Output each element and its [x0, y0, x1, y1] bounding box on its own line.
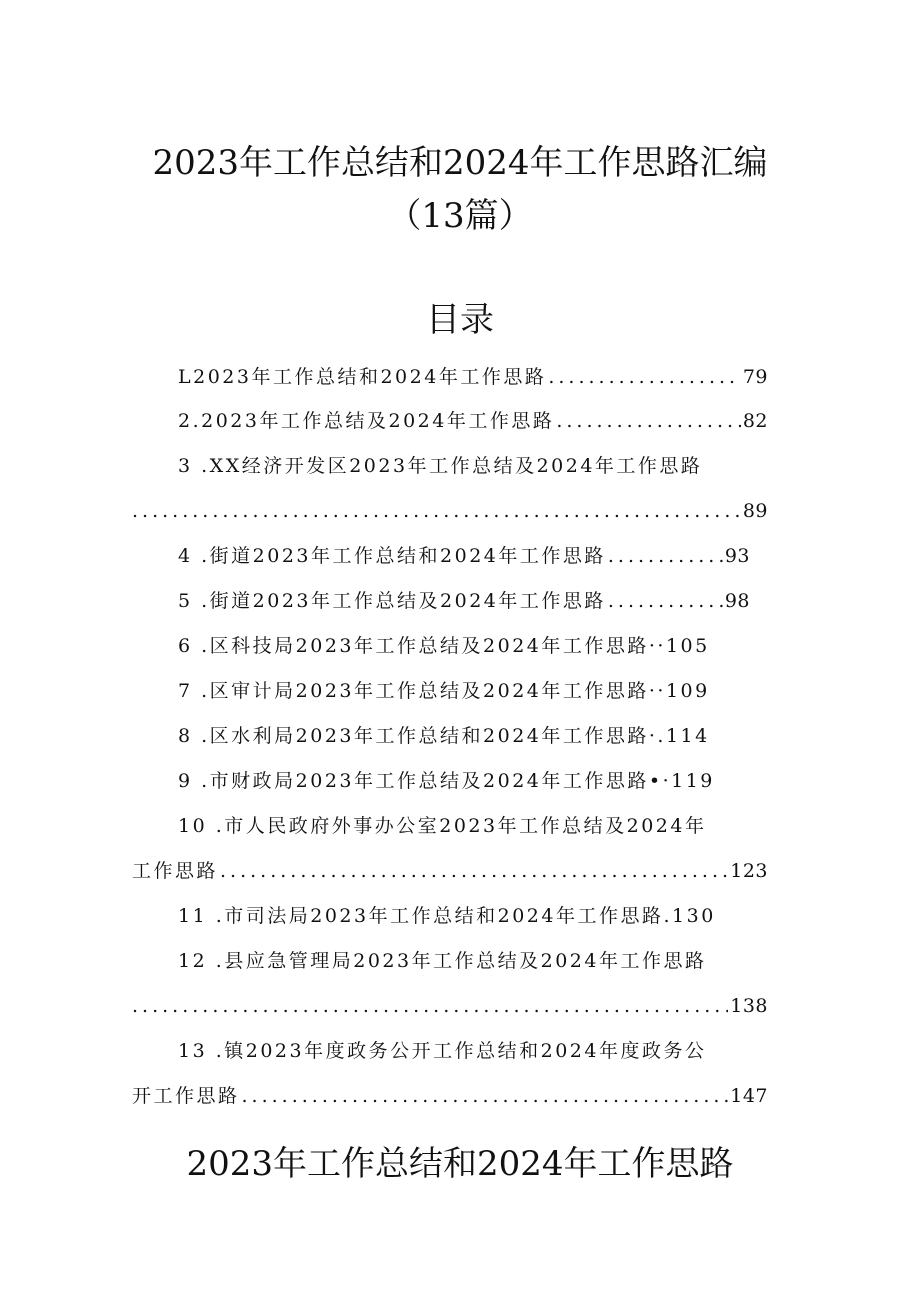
toc-page-number: 105: [665, 635, 710, 657]
toc-entry-title: 5 .街道2023年工作总结及2024年工作思路: [178, 590, 606, 612]
toc-entry-7[interactable]: [178, 676, 710, 706]
toc-entry-1[interactable]: [178, 362, 768, 392]
toc-page-number: 119: [671, 770, 715, 792]
toc-entry-title-cont: 开工作思路: [132, 1085, 240, 1107]
toc-entry-10-cont[interactable]: [132, 856, 768, 886]
toc-page-number: 98: [724, 590, 750, 612]
toc-entry-title: L2023年工作总结和2024年工作思路: [178, 366, 547, 388]
toc-page-number: 138: [730, 995, 768, 1017]
toc-page-number: 147: [730, 1085, 768, 1107]
toc-entry-6[interactable]: [178, 631, 710, 661]
toc-entry-13[interactable]: 13 .镇2023年度政务公开工作总结和2024年度政务公: [178, 1040, 707, 1062]
toc-page-number: 123: [730, 860, 768, 882]
toc-entry-12[interactable]: 12 .县应急管理局2023年工作总结及2024年工作思路: [178, 950, 707, 972]
toc-entry-11[interactable]: [178, 901, 716, 931]
toc-entry-12-leader[interactable]: [132, 991, 768, 1021]
toc-entry-title: 8 .区水利局2023年工作总结和2024年工作思路·.: [178, 725, 666, 747]
toc-leader-dots: [242, 1081, 729, 1111]
toc-entry-title: 4 .街道2023年工作总结和2024年工作思路: [178, 545, 606, 567]
toc-page-number: 79: [742, 366, 768, 388]
toc-page-number: 89: [742, 500, 768, 522]
toc-entry-title-cont: 工作思路: [132, 860, 219, 882]
toc-page-number: 109: [665, 680, 710, 702]
toc-leader-dots: [132, 496, 741, 526]
toc-entry-title: 6 .区科技局2023年工作总结及2024年工作思路··: [178, 635, 666, 657]
toc-leader-dots: [220, 856, 728, 886]
toc-heading: 目录: [426, 300, 494, 340]
toc-entry-title: 7 .区审计局2023年工作总结及2024年工作思路··: [178, 680, 666, 702]
toc-entry-9[interactable]: [178, 766, 715, 796]
toc-entry-3-leader[interactable]: [132, 496, 768, 526]
toc-page-number: 93: [724, 545, 750, 567]
section-title: 2023年工作总结和2024年工作思路: [186, 1144, 734, 1184]
toc-page-number: 82: [742, 410, 768, 432]
toc-entry-2[interactable]: [178, 406, 768, 436]
toc-entry-3[interactable]: 3 .XX经济开发区2023年工作总结及2024年工作思路: [178, 455, 703, 477]
toc-leader-dots: [608, 586, 723, 616]
toc-entry-title: 9 .市财政局2023年工作总结及2024年工作思路•·: [178, 770, 672, 792]
toc-entry-10[interactable]: 10 .市人民政府外事办公室2023年工作总结及2024年: [178, 815, 707, 837]
toc-page-number: 130: [672, 905, 716, 927]
toc-leader-dots: [608, 541, 723, 571]
toc-entry-5[interactable]: [178, 586, 750, 616]
toc-page-number: 114: [665, 725, 710, 747]
document-subtitle: （13篇）: [387, 196, 533, 236]
document-title: 2023年工作总结和2024年工作思路汇编: [152, 143, 768, 183]
toc-entry-title: 11 .市司法局2023年工作总结和2024年工作思路.: [178, 905, 673, 927]
toc-leader-dots: [556, 406, 740, 436]
toc-entry-title: 2.2023年工作总结及2024年工作思路: [178, 410, 555, 432]
toc-entry-4[interactable]: [178, 541, 750, 571]
toc-entry-8[interactable]: [178, 721, 710, 751]
toc-leader-dots: [132, 991, 728, 1021]
toc-leader-dots: [548, 362, 740, 392]
toc-entry-13-cont[interactable]: [132, 1081, 768, 1111]
